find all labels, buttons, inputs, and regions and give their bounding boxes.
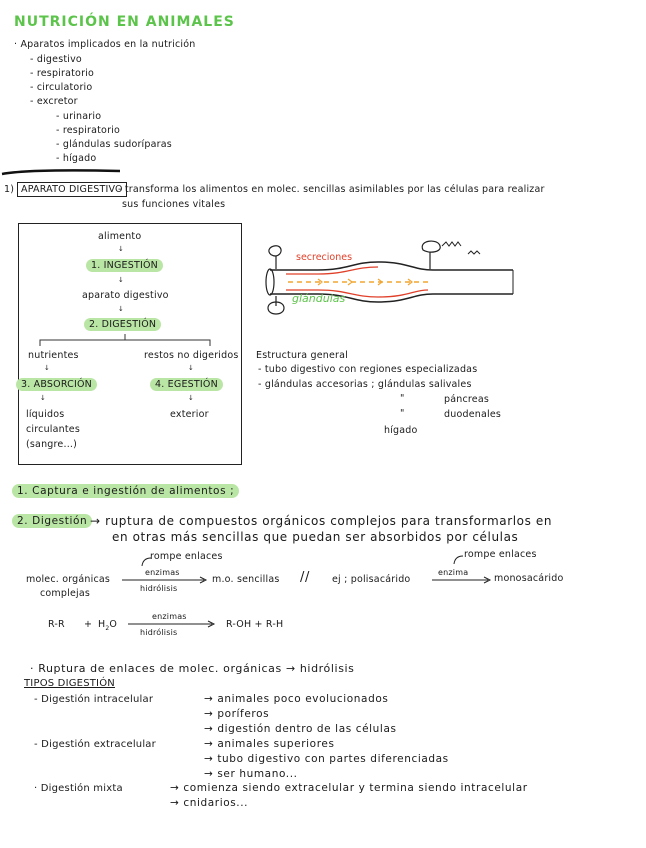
ditto-mark: " [400,393,405,404]
tipo-item: → animales superiores [204,738,335,750]
captura-heading: 1. Captura e ingestión de alimentos ; [12,484,239,498]
reaction-reactant: complejas [40,588,91,599]
tipo-item: → comienza siendo extracelular y termina siendo intracelular [170,782,528,794]
estructura-duodenales: duodenales [444,409,502,420]
flow-nutrientes: nutrientes [28,350,79,361]
digestion-heading: 2. Digestión [12,514,92,528]
arrow-down-icon: ↓ [188,394,195,402]
section-number: 1) [4,184,15,195]
water-o: O [109,619,118,630]
reaction-reactant: molec. orgánicas [26,574,111,585]
reaction-plus: + [84,619,93,630]
reaction-arrow-icon [430,576,494,584]
flow-restos: restos no digeridos [144,350,239,361]
list-item: - digestivo [30,54,82,65]
arrow-down-icon: ↓ [118,245,125,253]
tipo-label: - Digestión intracelular [34,694,154,705]
reaction-product: R-OH + R-H [226,619,284,630]
reaction-arrow-icon [126,620,218,628]
arrow-down-icon: ↓ [44,364,51,372]
list-item: - glándulas sudoríparas [56,139,172,150]
estructura-line: - tubo digestivo con regiones especializadas [258,364,478,375]
tipo-item: → digestión dentro de las células [204,723,397,735]
section-label-box: APARATO DIGESTIVO [17,182,127,197]
label-secreciones: secreciones [296,252,353,263]
water-subscript: 2 [105,624,110,632]
water-h: H [98,619,106,630]
tipo-label: · Digestión mixta [34,783,123,794]
reaction-catalyst: enzima [438,568,469,577]
list-item: - urinario [56,111,102,122]
arrow-down-icon: ↓ [118,305,125,313]
tipos-heading: TIPOS DIGESTIÓN [24,678,115,689]
reaction-catalyst: enzimas [145,568,180,577]
curved-arrow-icon [452,552,466,566]
reaction-product: m.o. sencillas [212,574,280,585]
digestion-text: → ruptura de compuestos orgánicos complejos para transformarlos en [90,514,553,528]
flow-egestion: 4. EGESTIÓN [150,378,223,391]
intro-heading: · Aparatos implicados en la nutrición [14,39,196,50]
flow-alimento: alimento [98,231,142,242]
separator: // [300,570,310,585]
section-text: - transforma los alimentos en molec. sencillas asimilables por las células para realizar [118,184,545,195]
estructura-line: - glándulas accesorias ; glándulas salivales [258,379,472,390]
ruptura-line: · Ruptura de enlaces de molec. orgánicas → hidrólisis [30,662,355,675]
label-glandulas: glándulas [292,292,346,305]
list-item: - respiratorio [56,125,121,136]
page-title: NUTRICIÓN EN ANIMALES [14,14,235,30]
arrow-down-icon: ↓ [40,394,47,402]
reaction-condition: hidrólisis [140,584,178,593]
flow-sangre: (sangre...) [26,439,78,450]
tipo-item: → poríferos [204,708,270,720]
tipo-item: → tubo digestivo con partes diferenciadas [204,753,449,765]
reaction-arrow-icon [120,576,210,584]
arrow-down-icon: ↓ [118,276,125,284]
reaction-catalyst: enzimas [152,612,187,621]
flow-ingestion: 1. INGESTIÓN [86,259,163,272]
reaction-product: monosacárido [494,573,564,584]
flow-liquidos: líquidos [26,409,65,420]
digestion-text: en otras más sencillas que puedan ser absorbidos por células [112,530,519,544]
section-text: sus funciones vitales [122,199,226,210]
flow-circulantes: circulantes [26,424,81,435]
list-item: - respiratorio [30,68,95,79]
flow-aparato: aparato digestivo [82,290,169,301]
reaction-reactant: R-R [48,619,65,630]
section-divider [0,166,646,178]
arrow-down-icon: ↓ [188,364,195,372]
list-item: - circulatorio [30,82,93,93]
ditto-mark: " [400,408,405,419]
tipo-label: - Digestión extracelular [34,739,156,750]
reaction-condition: hidrólisis [140,628,178,637]
tipo-item: → ser humano... [204,768,298,780]
flow-exterior: exterior [170,409,209,420]
reaction-water [98,619,117,632]
estructura-higado: hígado [384,425,418,436]
reaction-note: rompe enlaces [150,551,223,562]
list-item: - excretor [30,96,78,107]
tipo-item: → cnidarios... [170,797,249,809]
flow-digestion: 2. DIGESTIÓN [84,318,161,331]
reaction-example: ej ; polisacárido [332,574,411,585]
digestive-tube-diagram [258,236,528,322]
estructura-heading: Estructura general [256,350,349,361]
reaction-note: rompe enlaces [464,549,537,560]
flow-absorcion: 3. ABSORCIÓN [16,378,97,391]
list-item: - hígado [56,153,97,164]
estructura-pancreas: páncreas [444,394,490,405]
tipo-item: → animales poco evolucionados [204,693,389,705]
curved-arrow-icon [140,554,154,568]
